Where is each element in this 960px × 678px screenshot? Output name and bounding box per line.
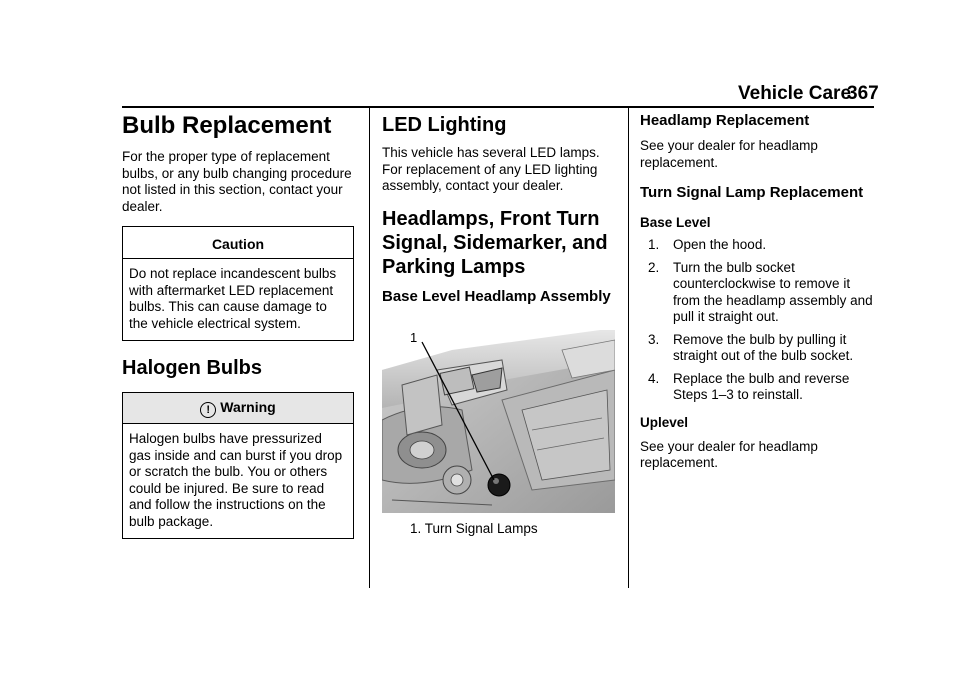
step-item <box>640 237 876 254</box>
column-divider-1 <box>369 108 370 588</box>
uplevel-text: See your dealer for headlamp replacement. <box>640 438 818 470</box>
headlamp-replacement-text: See your dealer for headlamp replacement. <box>640 138 818 170</box>
halogen-bulbs-heading: Halogen Bulbs <box>122 357 263 379</box>
step-item <box>640 260 876 326</box>
step-item <box>640 371 876 404</box>
caution-text: Do not replace incandescent bulbs with aftermarket LED replacement bulbs. This can cause damage to the vehicle electrical system. <box>129 266 337 331</box>
step-number: 2. <box>648 259 660 275</box>
headlamp-assembly-illustration <box>382 330 615 513</box>
caution-box <box>122 226 354 341</box>
turn-signal-lamp-replacement-heading: Turn Signal Lamp Replacement <box>640 184 864 201</box>
step-number: 4. <box>648 370 660 386</box>
step-text: Turn the bulb socket counterclockwise to remove it from the headlamp assembly and pull it straight out. <box>673 259 873 324</box>
figure-callout-1: 1 <box>410 330 418 345</box>
headlamps-heading: Headlamps, Front Turn Signal, Sidemarker, and Parking Lamps <box>382 207 608 278</box>
base-level-headlamp-assembly-heading: Base Level Headlamp Assembly <box>382 287 611 305</box>
exclamation-circle-icon: ! <box>200 402 216 418</box>
step-text: Remove the bulb by pulling it straight out of the bulb socket. <box>673 331 854 363</box>
column-2 <box>382 108 618 536</box>
led-lighting-text: This vehicle has several LED lamps. For replacement of any LED lighting assembly, contact your dealer. <box>382 145 600 193</box>
warning-box <box>122 392 354 539</box>
step-item <box>640 332 876 365</box>
warning-text: Halogen bulbs have pressurized gas inside and can burst if you drop or scratch the bulb. You or others could be injured. Be sure to read and follow the instructions on the bulb package. <box>129 431 343 529</box>
running-header-section: Vehicle Care <box>738 83 852 104</box>
turn-signal-steps <box>640 237 876 404</box>
warning-header <box>123 393 353 424</box>
led-lighting-heading: LED Lighting <box>382 114 507 136</box>
step-text: Replace the bulb and reverse Steps 1–3 to reinstall. <box>673 370 850 402</box>
bulb-replacement-heading: Bulb Replacement <box>122 112 332 139</box>
step-number: 3. <box>648 331 660 347</box>
step-number: 1. <box>648 237 660 252</box>
column-1 <box>122 108 356 539</box>
step-text: Open the hood. <box>673 237 767 252</box>
uplevel-label: Uplevel <box>640 414 689 430</box>
base-level-label: Base Level <box>640 215 711 230</box>
bulb-replacement-intro: For the proper type of replacement bulbs, or any bulb changing procedure not listed in this section, contact your dealer. <box>122 149 352 214</box>
column-divider-2 <box>628 108 629 588</box>
warning-heading: Warning <box>220 399 276 415</box>
figure-caption: 1. Turn Signal Lamps <box>410 521 538 536</box>
column-3 <box>640 108 876 472</box>
caution-heading: Caution <box>123 227 353 259</box>
headlamp-replacement-heading: Headlamp Replacement <box>640 112 810 129</box>
page-number: 367 <box>847 83 879 104</box>
